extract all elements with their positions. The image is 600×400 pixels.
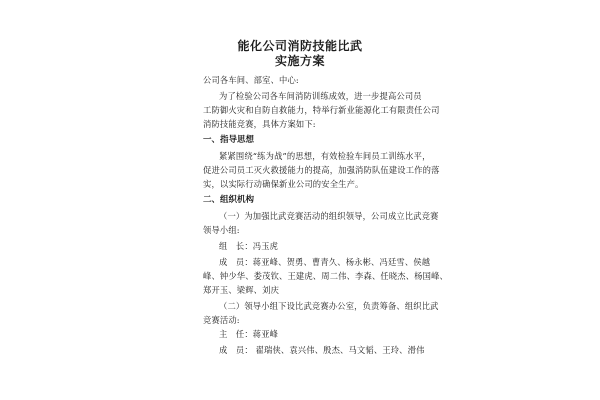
document-subtitle: 实施方案 [274, 54, 325, 68]
section-text-line: 促进公司员工灭火救援能力的提高，加强消防队伍建设工作的落 [203, 165, 440, 175]
section-text-line: （二）领导小组下设比武竞赛办公室，负责筹备、组织比武 [219, 301, 439, 311]
section-text-line: （一）为加强比武竞赛活动的组织领导，公司成立比武竞赛 [219, 211, 439, 221]
section-text-line: 紧紧围绕“练为战”的思想，有效检验车间员工训练水平， [219, 151, 431, 161]
section-text-line: 竞赛活动: [203, 315, 240, 325]
intro-line: 工防御火灾和自防自救能力，特举行新业能源化工有限责任公司 [203, 105, 440, 115]
intro-line: 消防技能竞赛，具体方案如下: [203, 119, 316, 129]
members-line: 峰、钟少华、娄茂钦、王建虎、周二伟、李森、任晓杰、杨国峰、 [203, 271, 448, 281]
office-director-line: 主 任：蒋亚峰 [219, 329, 279, 339]
office-members-line: 成 员： 翟瑞侠、袁兴伟、殷杰、马文韬、王玲、滑伟 [219, 345, 425, 355]
intro-line: 为了检验公司各车间消防训练成效，进一步提高公司员 [219, 91, 422, 101]
section-heading-guiding: 一、指导思想 [203, 135, 255, 145]
members-line: 郑开玉、梁辉、刘庆 [203, 285, 280, 295]
section-text-line: 领导小组: [203, 225, 240, 235]
document-title: 能化公司消防技能比武 [237, 39, 363, 53]
group-leader-line: 组 长：冯玉虎 [219, 241, 279, 251]
greeting-line: 公司各车间、部室、中心: [203, 75, 299, 85]
section-text-line: 实，以实际行动确保新业公司的安全生产。 [203, 179, 364, 189]
section-heading-organization: 二、组织机构 [203, 195, 255, 205]
members-line: 成 员：蒋亚峰、贺勇、曹青久、杨永彬、冯廷雪、侯越 [219, 257, 431, 267]
